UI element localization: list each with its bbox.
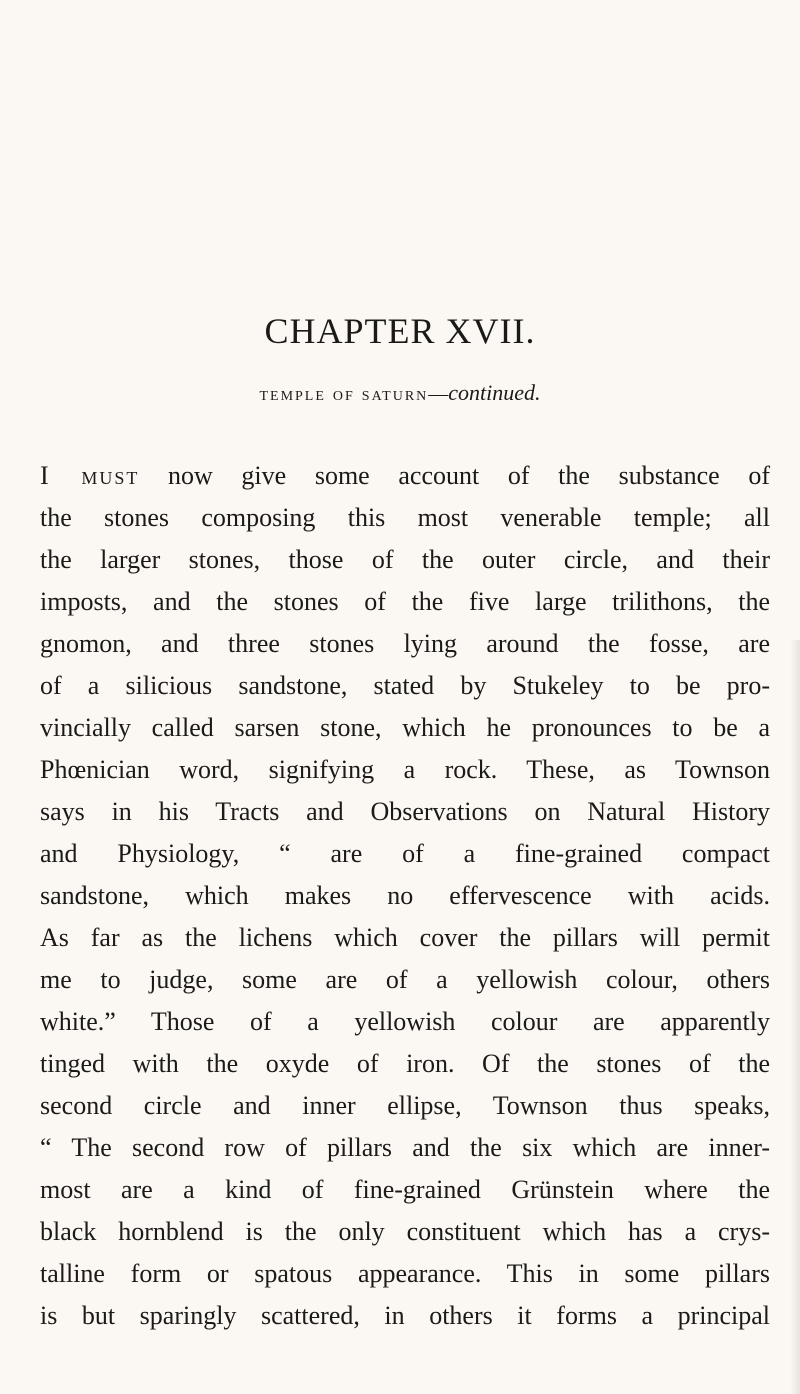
text-line: gnomon, and three stones lying around the fosse, are xyxy=(40,629,770,658)
text-line: tinged with the oxyde of iron. Of the stones of the xyxy=(40,1049,770,1078)
text-line: imposts, and the stones of the five large trilithons, the xyxy=(40,587,770,616)
text-line: me to judge, some are of a yellowish colour, others xyxy=(40,965,770,994)
text-line-content: now give some account of the substance of xyxy=(139,461,770,490)
text-line: and Physiology, “ are of a fine-grained compact xyxy=(40,839,770,868)
text-line: vincially called sarsen stone, which he pronounces to be a xyxy=(40,713,770,742)
chapter-title: CHAPTER XVII. xyxy=(264,311,536,351)
text-line: Phœnician word, signifying a rock. These, as Townson xyxy=(40,755,770,784)
text-line: the stones composing this most venerable temple; all xyxy=(40,503,770,532)
body-text xyxy=(40,455,770,1337)
text-line xyxy=(40,455,770,497)
section-heading xyxy=(0,380,800,406)
text-line: talline form or spatous appearance. This in some pillars xyxy=(40,1259,770,1288)
section-heading-caps: temple of saturn xyxy=(259,383,429,405)
section-heading-italic: continued. xyxy=(448,380,541,405)
text-line: “ The second row of pillars and the six which are inner- xyxy=(40,1133,770,1162)
section-heading-dash: — xyxy=(428,383,449,405)
text-line: white.” Those of a yellowish colour are apparently xyxy=(40,1007,770,1036)
text-line: is but sparingly scattered, in others it forms a principal xyxy=(40,1301,770,1330)
lead-words: I must xyxy=(40,461,140,490)
text-line: says in his Tracts and Observations on Natural History xyxy=(40,797,770,826)
text-line: black hornblend is the only constituent which has a crys- xyxy=(40,1217,770,1246)
text-line: sandstone, which makes no effervescence with acids. xyxy=(40,881,770,910)
text-line: the larger stones, those of the outer circle, and their xyxy=(40,545,770,574)
text-line: most are a kind of fine-grained Grünstein where the xyxy=(40,1175,770,1204)
text-line: As far as the lichens which cover the pillars will permit xyxy=(40,923,770,952)
page-edge-shadow xyxy=(790,640,800,1394)
text-line: of a silicious sandstone, stated by Stukeley to be pro- xyxy=(40,671,770,700)
text-line: second circle and inner ellipse, Townson thus speaks, xyxy=(40,1091,770,1120)
